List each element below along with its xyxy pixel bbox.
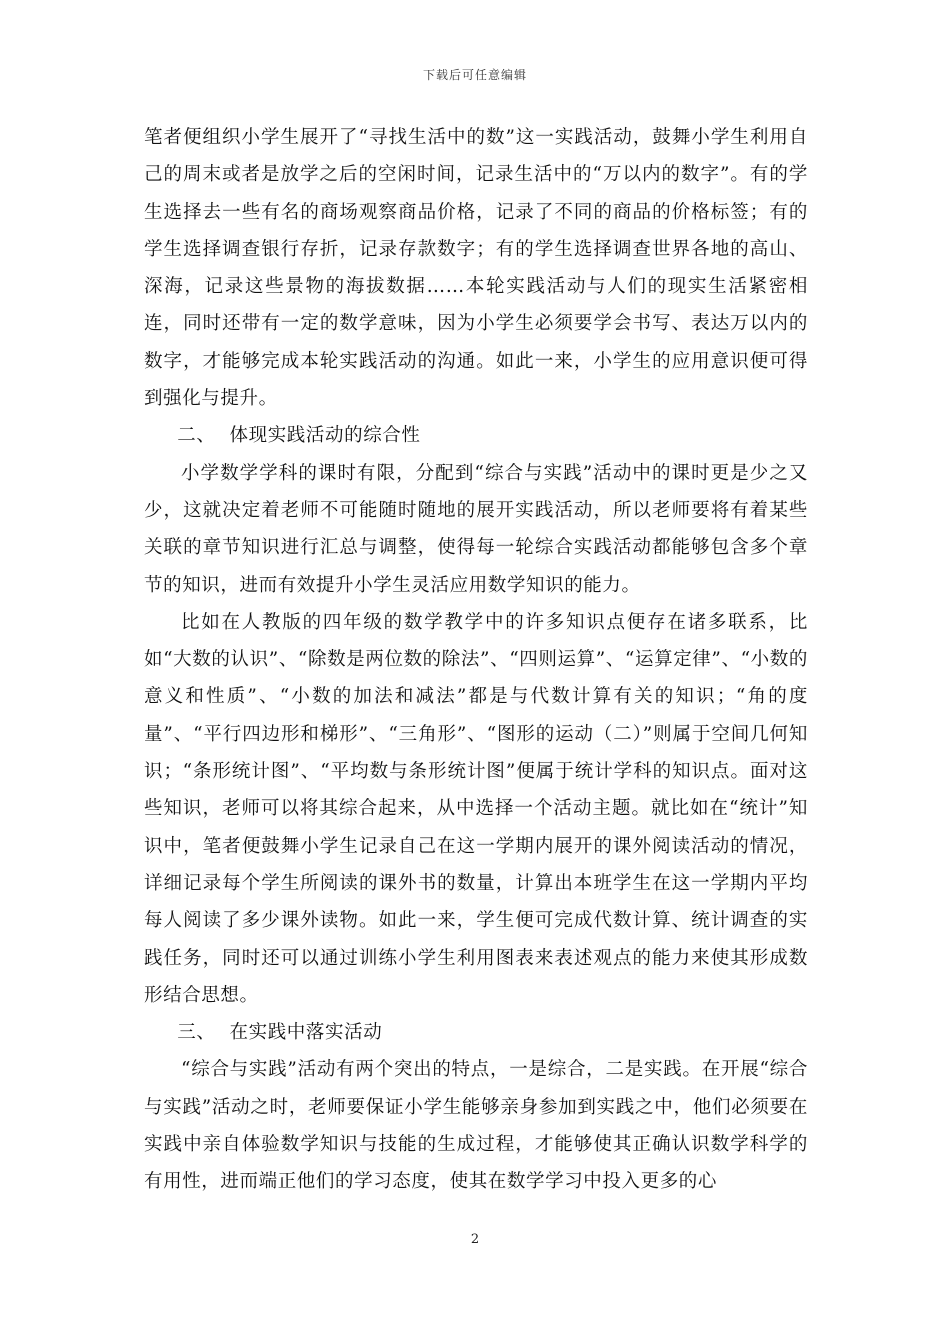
document-body xyxy=(144,119,808,1201)
paragraph-continuation: 笔者便组织小学生展开了“寻找生活中的数”这一实践活动，鼓舞小学生利用自己的周末或者是放学之后的空闲时间，记录生活中的“万以内的数字”。有的学生选择去一些有名的商场观察商品价格，记录了不同的商品的价格标签；有的学生选择调查银行存折，记录存款数字；有的学生选择调查世界各地的高山、深海，记录这些景物的海拔数据……本轮实践活动与人们的现实生活紧密相连，同时还带有一定的数学意味，因为小学生必须要学会书写、表达万以内的数字，才能够完成本轮实践活动的沟通。如此一来，小学生的应用意识便可得到强化与提升。 xyxy=(144,127,808,410)
section-heading-3 xyxy=(144,1014,808,1051)
section-number: 二、 xyxy=(177,425,216,447)
section-title: 在实践中落实活动 xyxy=(229,1022,383,1044)
page-number: 2 xyxy=(470,1232,480,1247)
section-number: 三、 xyxy=(177,1022,216,1044)
section-heading-2 xyxy=(144,417,808,454)
paragraph: “综合与实践”活动有两个突出的特点，一是综合，二是实践。在开展“综合与实践”活动之时，老师要保证小学生能够亲身参加到实践之中，他们必须要在实践中亲自体验数学知识与技能的生成过程，才能够使其正确认识数学科学的有用性，进而端正他们的学习态度，使其在数学学习中投入更多的心 xyxy=(144,1059,808,1193)
paragraph: 比如在人教版的四年级的数学教学中的许多知识点便存在诸多联系，比如“大数的认识”、“除数是两位数的除法”、“四则运算”、“运算定律”、“小数的意义和性质”、“小数的加法和减法”都是与代数计算有关的知识；“角的度量”、“平行四边形和梯形”、“三角形”、“图形的运动（二）”则属于空间几何知识；“条形统计图”、“平均数与条形统计图”便属于统计学科的知识点。面对这些知识，老师可以将其综合起来，从中选择一个活动主题。就比如在“统计”知识中，笔者便鼓舞小学生记录自己在这一学期内展开的课外阅读活动的情况，详细记录每个学生所阅读的课外书的数量，计算出本班学生在这一学期内平均每人阅读了多少课外读物。如此一来，学生便可完成代数计算、统计调查的实践任务，同时还可以通过训练小学生利用图表来表述观点的能力来使其形成数形结合思想。 xyxy=(144,611,808,1006)
page-header: 下载后可任意编辑 xyxy=(422,68,527,82)
section-title: 体现实践活动的综合性 xyxy=(229,425,421,447)
paragraph: 小学数学学科的课时有限，分配到“综合与实践”活动中的课时更是少之又少，这就决定着老师不可能随时随地的展开实践活动，所以老师要将有着某些关联的章节知识进行汇总与调整，使得每一轮综合实践活动都能够包含多个章节的知识，进而有效提升小学生灵活应用数学知识的能力。 xyxy=(144,462,808,596)
